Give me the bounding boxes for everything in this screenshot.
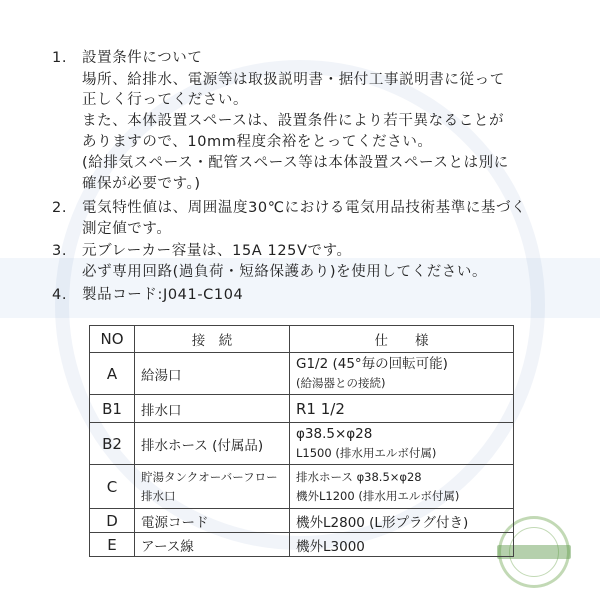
note-text: 場所、給排水、電源等は取扱説明書・据付工事説明書に従って — [82, 72, 505, 88]
row-connection — [135, 465, 290, 509]
product-code: 製品コード:J041-C104 — [82, 287, 244, 303]
note-number: 2. — [52, 200, 68, 216]
note-text: 必ず専用回路(過負荷・短絡保護あり)を使用してください。 — [82, 264, 488, 280]
row-connection: 排水口 — [135, 395, 290, 423]
note-text: 電気特性値は、周囲温度30℃における電気用品技術基準に基づく — [82, 200, 527, 216]
note-text: 測定値です。 — [82, 221, 172, 237]
spec-line: (給湯器との接続) — [296, 375, 386, 390]
note-text: 元ブレーカー容量は、15A 125Vです。 — [82, 243, 352, 259]
note-heading: 設置条件について — [82, 50, 203, 66]
note-number: 1. — [52, 50, 68, 66]
note-text: ありますので、10mm程度余裕をとってください。 — [82, 134, 433, 150]
note-text: また、本体設置スペースは、設置条件により若干異なることが — [82, 113, 505, 129]
header-no: NO — [90, 326, 135, 353]
row-no: C — [90, 465, 135, 509]
row-no: E — [90, 533, 135, 557]
spec-line: 排水ホース φ38.5×φ28 — [296, 469, 422, 484]
row-spec — [290, 423, 514, 465]
row-spec: 機外L3000 — [290, 533, 514, 557]
row-spec — [290, 465, 514, 509]
table-row — [90, 533, 514, 557]
note-text: 確保が必要です。) — [82, 176, 201, 192]
table-header-row — [90, 326, 514, 353]
row-connection: 給湯口 — [135, 353, 290, 395]
row-connection: アース線 — [135, 533, 290, 557]
table-row — [90, 423, 514, 465]
row-spec — [290, 353, 514, 395]
table-row — [90, 465, 514, 509]
row-no: B1 — [90, 395, 135, 423]
row-no: B2 — [90, 423, 135, 465]
note-text: 正しく行ってください。 — [82, 92, 249, 108]
spec-line: L1500 (排水用エルボ付属) — [296, 445, 437, 460]
note-number: 3. — [52, 243, 68, 259]
spec-line: φ38.5×φ28 — [296, 425, 373, 442]
row-spec: R1 1/2 — [290, 395, 514, 423]
header-connection: 接 続 — [135, 326, 290, 353]
row-no: D — [90, 509, 135, 533]
table-row — [90, 353, 514, 395]
note-number: 4. — [52, 287, 68, 303]
spec-line: 機外L1200 (排水用エルボ付属) — [296, 488, 460, 503]
note-text: (給排気スペース・配管スペース等は本体設置スペースとは別に — [82, 155, 509, 171]
row-no: A — [90, 353, 135, 395]
header-spec: 仕 様 — [290, 326, 514, 353]
connection-spec-table — [89, 325, 514, 557]
row-spec: 機外L2800 (L形プラグ付き) — [290, 509, 514, 533]
spec-line: G1/2 (45°毎の回転可能) — [296, 355, 448, 372]
row-connection: 電源コード — [135, 509, 290, 533]
connection-line: 排水口 — [141, 488, 176, 503]
table-row — [90, 395, 514, 423]
row-connection: 排水ホース (付属品) — [135, 423, 290, 465]
connection-line: 貯湯タンクオーバーフロー — [141, 469, 278, 484]
table-row — [90, 509, 514, 533]
